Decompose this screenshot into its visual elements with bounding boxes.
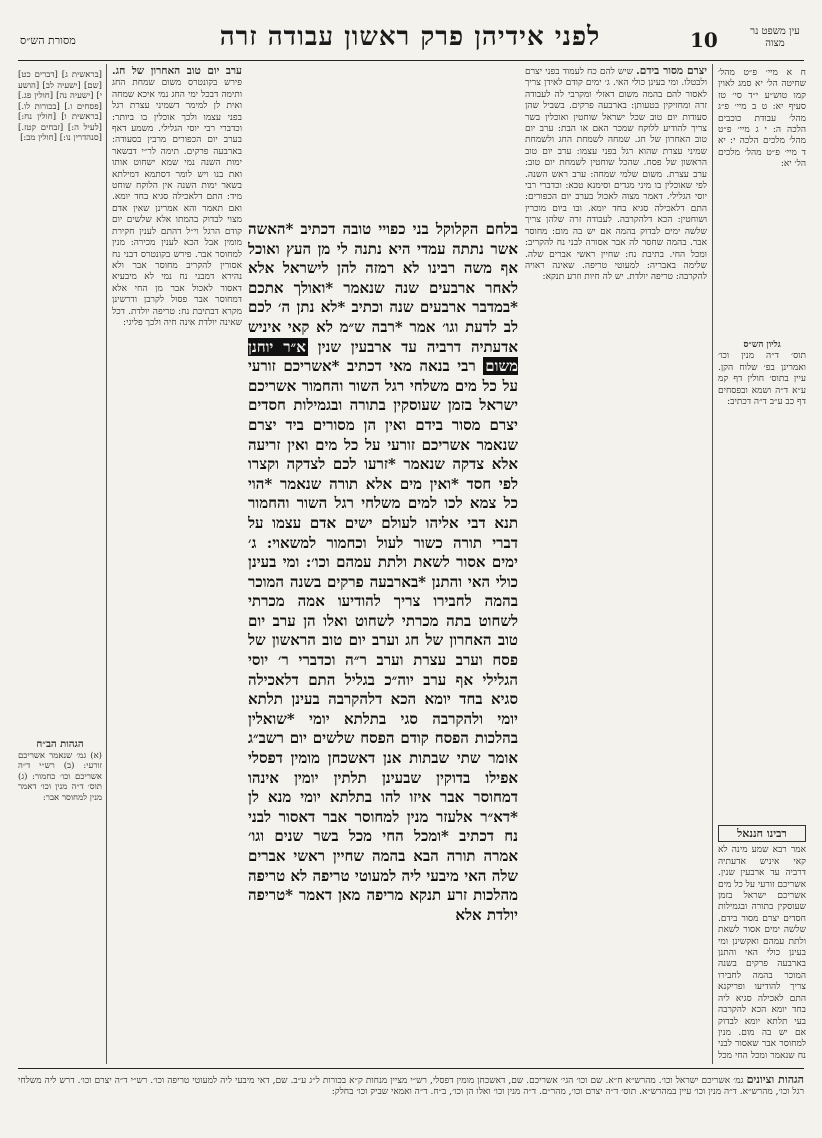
gilyon-hashas-title: גליון הש״ס	[743, 340, 781, 350]
highlighted-phrase: א״ר יוחנן משום	[248, 337, 518, 376]
rabbeinu-chananel-title: רבינו חננאל	[718, 825, 806, 842]
rashi-column	[525, 66, 707, 1066]
tosafot-heading: ערב יום טוב האחרון של חג.	[112, 66, 242, 77]
rashi-heading: יצרם מסור בידם.	[636, 66, 707, 77]
masoret-hashas-label: מסורת הש״ס	[20, 34, 76, 47]
gemara-main-text	[248, 220, 518, 990]
hagahot-habach-box	[18, 740, 102, 990]
hagahot-vetziyunim	[18, 1074, 804, 1130]
gemara-paragraph-2: רבי בנאה מאי דכתיב *אשריכם זורעי על כל מים משלחי רגל השור והחמור אשריכם ישראל בזמן שעוסקין בתורה ובגמילות חסדים יצרם מסור בידם ואין הן מסורים ביד יצרם שנאמר אשריכם זורעי על כל מים ואין זריעה אלא צדקה שנאמר *זרעו לכם לצדקה וקצרו לפי חסד *ואין מים אלא תורה שנאמר *הוי כל צמא לכו למים משלחי רגל השור והחמור תנא דבי אליהו לעולם ישים אדם עצמו על דברי תורה כשור לעול וכחמור למשאוי: ג׳ ימים אסור לשאת ולתת עמהם וכו׳: ומי בעינן כולי האי והתנן *בארבעה פרקים בשנה המוכר בהמה לחבירו צריך להודיעו אמה מכרתי לשחוט בתה מכרתי לשחוט ואלו הן ערב יום טוב האחרון של חג וערב יום טוב הראשון של פסח וערב עצרת וערב ר״ה וכדברי ר׳ יוסי הגלילי אף ערב יוה״כ בגליל התם דלאכילה סגיא בחד יומא הכא דלהקרבה בעינן תלתא יומי ולהקרבה סגי בתלתא יומי *שואלין בהלכות הפסח קודם הפסח שלשים יום רשב״ג אומר שתי שבתות אנן דאשכחן מומין דפסלי אפילו בדוקין שבעינן תלתין יומין אינהו דמחוסר אבר איזו להו בתלתא יומי מנא לן *דא״ר אלעזר מנין למחוסר אבר דאסור לבני נח דכתיב *ומכל החי מכל בשר שנים וגו׳ אמרה תורה הבא בהמה שחיין ראשי אברים שלה האי מיבעי ליה למעוטי טריפה לא טריפה מהלכות זרע תנקא מריפה מאן דאמר *טריפה יולדת אלא	[248, 357, 518, 924]
masoret-hashas-column	[18, 70, 102, 730]
header-rule	[18, 60, 804, 61]
ein-mishpat-column	[718, 68, 806, 338]
hagahot-vetziyunim-text: גמ׳ אשריכם ישראל וכו׳. מהרש״א ח״א. שם וכו׳ הגי׳ אשריכם. שם, דאשכחן מומין דפסלי, רש״י מציין מנחות ק״א בכורות ל״ג ע״ב. שם, דאי מיבעי ליה למעוטי טריפה וכו׳. רש״י ד״ה יצרם וכו׳. דרש ליה משלחי רגל וכו׳, מהרש״א. ד״ה מנין וכו׳ עיין במהרש״א. תוס׳ ד״ה יצרם וכו׳, מהר״ם. ד״ה מנין וכו׳ ואלו הן וכו׳, ב״ח. ד״ה ואמאי שביק וכו׳ בחלק:	[18, 1076, 804, 1098]
masoret-hashas-refs: [בראשית ג] [דברים כט] [שם] [ישעיה לב] [הושע י] [ישעיה נה] [חולין פג.] [פסחים ו.] [בכורות לו.] [בראשית ו] [חולין נח:] [לעיל ה:] [זבחים קטז.] [סנהדרין נו:] [חולין מב:]	[18, 70, 102, 143]
ein-mishpat-label: עין משפט נר מצוה	[750, 26, 800, 49]
gemara-paragraph-1: בלחם הקלוקל בני כפויי טובה דכתיב *האשה אשר נתתה עמדי היא נתנה לי מן העץ ואוכל אף משה רבינו לא רמזה להן לישראל אלא לאחר ארבעים שנה שנאמר *ואולך אתכם *במדבר ארבעים שנה וכתיב *לא נתן ה׳ לכם לב לדעת וגו׳ אמר *רבה ש״מ לא קאי איניש אדעתיה דרביה עד ארבעין שנין	[248, 220, 518, 356]
page-title: לפני אידיהן פרק ראשון עבודה זרה	[219, 22, 601, 52]
right-margin-divider	[712, 64, 713, 1064]
gilyon-hashas-text: תוס׳ ד״ה מנין וכו׳ ואמרינן בפ׳ שלוח הקן. עיין בתוס׳ חולין דף קמ ע״א ד״ה ושמא ובפסחים דף כב ע״ב ד״ה דכתיב:	[718, 351, 806, 408]
rashi-text: שיש להם כח לעמוד בפני יצרם ולבטלו. ומי בעינן כולי האי. ג׳ ימים קודם לאידן צריך לאסור להם בהמה משום דאזלי ומקרבי לה לעבודה זרה ומחזיקין בטעותן: בארבעה פרקים. בשביל שהן סעודות יום טוב שכל ישראל שוחטין ואוכלין בשר צריך להודיע ללוקח שמכר האם או הבת: ערב יום טוב האחרון של חג. שמחה לשמחת החג ולשמחת שמיני עצרת שהוא רגל בפני עצמו: ערב יום טוב הראשון של פסח. שהכל שוחטין לשמחת יום טוב: ערב עצרת. משום שלמי שמחה: ערב ראש השנה. לפי שאוכלין בו מיני מגדים וסימנא טבא: וכדברי רבי יוסי הגלילי. דאמר מצוה לאכול בערב יום הכפורים: התם דלאכילה סגיא בחד יומא. ובו ביום מוכרין ושוחטין: הכא דלהקרבה. לעבודה זרה שלהן צריך שלשה ימים לבדוק בהמה אם יש בה מום: מחוסר אבר. בהמה שחסר לה אבר אסורה לבני נח להקריב: ומכל החי. בתיבת נח: שחיין ראשי אברים שלה. שלימה באבריה: למעוטי טריפה. שאינה ראויה להקרבה: טריפה יולדת. יש לה חיות וזרע תנקא:	[525, 67, 707, 283]
tosafot-text: פירש בקונטרס משום שמחת החג ותימה דבכל ימי החג נמי איכא שמחה ואית לן למימר דשמיני עצרת רגל בפני עצמו ולכך אוכלין בו ביותר: וכדברי רבי יוסי הגלילי. משמע דאף בערב יום הכפורים מרבין בסעודה: בארבעה פרקים. תימה לר״י דבשאר ימות השנה נמי שמא ישחוט אותו ואת בנו ויש לומר דסתמא דמילתא בשאר ימות השנה אין הלוקח שוחט מיד: התם דלאכילה סגיא בחד יומא. ואם תאמר והא אמרינן שאין אדם מצוי לבדוק בהמתו אלא שלשים יום קודם הרגל וי״ל דהתם לענין חקירת מומין אבל הכא לענין מכירה: מנין למחוסר אבר. פירש בקונטרס דבני נח אסורין להקריב מחוסר אבר ולא נהירא דמבני נח נמי לא מיבעיא דאסור לאכול אבר מן החי אלא דמחוסר אבר פסול לקרבן ודרשינן מקרא דבתיבת נח: טריפה יולדת. דכל שאינה יולדת אינה חיה ולכך פליגי:	[112, 78, 242, 328]
hagahot-habach-title: הגהות הב״ח	[36, 740, 84, 750]
hagahot-vetziyunim-title: הגהות וציונים	[746, 1074, 804, 1086]
hagahot-habach-text: (א) גמ׳ שנאמר אשריכם זורעי: (ב) רש״י ד״ה אשריכם וכו׳ כחמור: (ג) תוס׳ ד״ה מנין וכו׳ דאמר מנין למחוסר אבר:	[18, 750, 102, 803]
rabbeinu-chananel-text: אמר רבא שמע מינה לא קאי איניש אדעתיה דרביה עד ארבעין שנין. אשריכם זורעי על כל מים אשריכם ישראל בזמן שעוסקין בתורה ובגמילות חסדים יצרם מסור בידם. שלשה ימים אסור לשאת ולתת עמהם ואקשינן ומי בעינן כולי האי והתנן בארבעה פרקים בשנה המוכר בהמה לחבירו צריך להודיעו ופריקנא התם לאכילה סגיא ליה בחד יומא הכא להקרבה בעי תלתא יומא לבדוק אם יש בה מום. מנין למחוסר אבר שאסור לבני נח שנאמר ומכל החי מכל	[718, 845, 806, 1060]
left-margin-divider	[106, 64, 107, 1064]
rabbeinu-chananel-column	[718, 825, 806, 1060]
gilyon-hashas-box	[718, 340, 806, 600]
tosafot-column	[112, 66, 242, 1066]
bottom-rule	[18, 1068, 804, 1069]
page-number: 10	[690, 28, 718, 52]
ein-mishpat-text: ח א מיי׳ פ״ט מהל׳ שחיטה הל׳ יא סמג לאוין קמו טוש״ע י״ד סי׳ טז סעיף יא: ט ב מיי׳ פ״ג מהל׳ עבודת כוכבים הלכה ה: י ג מיי׳ פ״ט מהל׳ מלכים הלכה י: יא ד מיי׳ פ״ט מהל׳ מלכים הל׳ יא:	[718, 68, 806, 170]
